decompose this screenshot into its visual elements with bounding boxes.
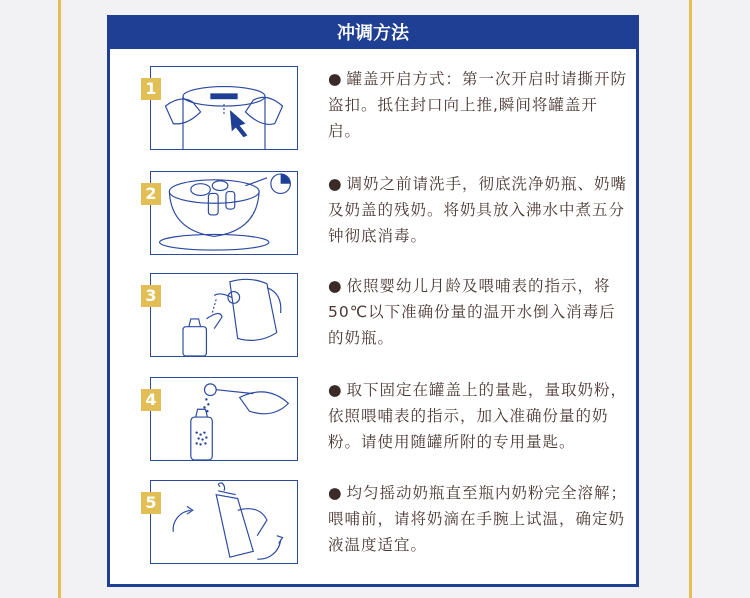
scoop-powder-icon	[150, 377, 298, 461]
bullet-icon: ●	[328, 277, 343, 295]
step-text	[328, 480, 628, 558]
kettle-pour-icon	[150, 273, 298, 357]
step-description: 均匀摇动奶瓶直至瓶内奶粉完全溶解；喂哺前，请将奶滴在手腕上试温，确定奶液温度适宜。	[328, 484, 628, 554]
step-2	[145, 171, 644, 255]
step-number-badge: 5	[141, 492, 161, 514]
step-4	[145, 377, 644, 461]
boiling-pot-icon	[150, 171, 298, 255]
step-3	[145, 273, 644, 357]
step-description: 取下固定在罐盖上的量匙，量取奶粉，依照喂哺表的指示，加入准确份量的奶粉。请使用随罐所附的专用量匙。	[328, 381, 628, 451]
step-5	[145, 480, 644, 564]
step-number-badge: 4	[141, 389, 161, 411]
instructions-panel	[107, 15, 639, 587]
can-lid-hands-icon	[150, 66, 298, 150]
step-number-badge: 2	[141, 183, 161, 205]
step-number-badge: 3	[141, 285, 161, 307]
bullet-icon: ●	[328, 70, 343, 88]
bullet-icon: ●	[328, 175, 343, 193]
gold-border-right	[689, 0, 692, 598]
step-text	[328, 377, 628, 455]
step-text	[328, 171, 628, 249]
step-description: 罐盖开启方式：第一次开启时请撕开防盗扣。抵住封口向上推,瞬间将罐盖开启。	[328, 70, 628, 140]
step-description: 依照婴幼儿月龄及喂哺表的指示，将50℃以下准确份量的温开水倒入消毒后的奶瓶。	[328, 277, 616, 347]
step-text	[328, 273, 628, 351]
shake-bottle-icon	[150, 480, 298, 564]
gold-border-left	[58, 0, 61, 598]
bullet-icon: ●	[328, 381, 343, 399]
panel-title: 冲调方法	[110, 18, 636, 49]
step-description: 调奶之前请洗手，彻底洗净奶瓶、奶嘴及奶盖的残奶。将奶具放入沸水中煮五分钟彻底消毒。	[328, 175, 628, 245]
bullet-icon: ●	[328, 484, 343, 502]
step-number-badge: 1	[141, 78, 161, 100]
step-1	[145, 66, 644, 150]
step-text	[328, 66, 628, 144]
